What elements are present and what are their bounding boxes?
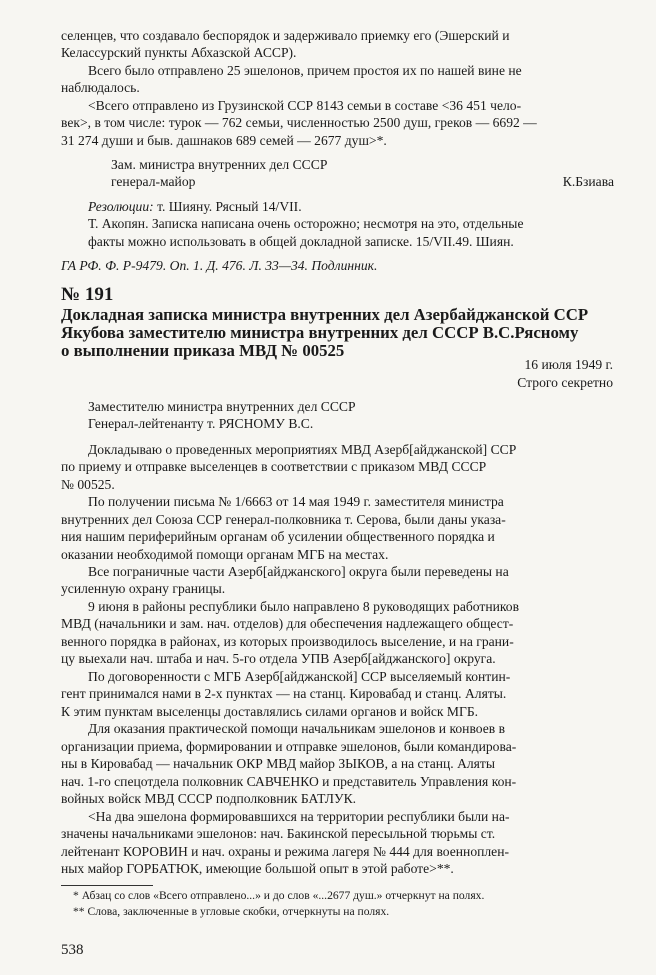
text-line: Все пограничные части Азерб[айджанского] округа были переведены на [88, 564, 509, 579]
text-line: организации приема, формировании и отправке эшелонов, были командирова- [61, 739, 517, 754]
text-line: Келассурский пункты Абхазской АССР). [61, 45, 297, 60]
text-line: <Всего отправлено из Грузинской ССР 8143 семьи в составе <36 451 чело- [88, 98, 522, 113]
text-line: ния нашим периферийным органам об усилении общественного порядка и [61, 529, 495, 544]
text-line: наблюдалось. [61, 80, 140, 95]
footnote-divider [61, 885, 153, 886]
document-title: Якубова заместителю министра внутренних дел СССР В.С.Рясному [61, 323, 579, 342]
addressee: Заместителю министра внутренних дел СССР [88, 399, 356, 414]
text-line: усиленную охрану границы. [61, 581, 226, 596]
text-line: Для оказания практической помощи начальникам эшелонов и конвоев в [88, 721, 506, 736]
text-line: Т. Акопян. Записка написана очень осторожно; несмотря на это, отдельные [88, 216, 524, 231]
text-line: <На два эшелона формировавшихся на территории республики были на- [88, 809, 510, 824]
text-line: МВД (начальники и зам. нач. отделов) для обеспечения надлежащего общест- [61, 616, 514, 631]
text-line: селенцев, что создавало беспорядок и задерживало приемку его (Эшерский и [61, 28, 510, 43]
text-line: Докладываю о проведенных мероприятиях МВД Азерб[айджанской] ССР [88, 442, 517, 457]
text-line: оказании необходимой помощи органам МГБ на местах. [61, 547, 389, 562]
text-line: ны в Кировабад — начальник ОКР МВД майор ЗЫКОВ, а на станц. Аляты [61, 756, 495, 771]
text-line: войных войск МВД СССР подполковник БАТЛУК. [61, 791, 357, 806]
footnote: * Абзац со слов «Всего отправлено...» и до слов «...2677 душ.» отчеркнут на полях. [73, 889, 485, 902]
signature-rank: генерал-майор [111, 174, 196, 189]
text-line: № 00525. [61, 477, 115, 492]
text-line: цу выехали нач. штаба и нач. 5-го отдела УПВ Азерб[айджанского] округа. [61, 651, 496, 666]
text-line: По получении письма № 1/6663 от 14 мая 1949 г. заместителя министра [88, 494, 504, 509]
text-line: нач. 1-го спецотдела полковник САВЧЕНКО и представитель Управления кон- [61, 774, 517, 789]
text-line: значены начальниками эшелонов: нач. Бакинской пересыльной тюрьмы ст. [61, 826, 496, 841]
addressee: Генерал-лейтенанту т. РЯСНОМУ В.С. [88, 416, 314, 431]
signature-title: Зам. министра внутренних дел СССР [111, 157, 328, 172]
document-date: 16 июля 1949 г. [524, 357, 613, 372]
text-line: По договоренности с МГБ Азерб[айджанской] ССР выселяемый контин- [88, 669, 511, 684]
text-line: ных майор ГОРБАТЮК, имеющие большой опыт в этой работе>**. [61, 861, 454, 876]
resolution-label: Резолюции: [88, 199, 154, 214]
document-title: Докладная записка министра внутренних дел Азербайджанской ССР [61, 305, 589, 324]
document-number: № 191 [61, 284, 114, 305]
text-line: по приему и отправке выселенцев в соответствии с приказом МВД СССР [61, 459, 487, 474]
page-number: 538 [61, 942, 84, 958]
text-line: 9 июня в районы республики было направлено 8 руководящих работников [88, 599, 520, 614]
text-line: венного порядка в районах, из которых производилось выселение, и на грани- [61, 634, 514, 649]
text-line: Всего было отправлено 25 эшелонов, причем простоя их по нашей вине не [88, 63, 522, 78]
footnote: ** Слова, заключенные в угловые скобки, отчеркнуты на полях. [73, 905, 390, 918]
text-line: гент принимался нами в 2-х пунктах — на станц. Кировабад и станц. Аляты. [61, 686, 507, 701]
signature-name: К.Бзиава [562, 174, 614, 189]
text-line: К этим пунктам выселенцы доставлялись силами органов и войск МГБ. [61, 704, 479, 719]
archive-reference: ГА РФ. Ф. Р-9479. Оп. 1. Д. 476. Л. 33—34. Подлинник. [61, 258, 378, 273]
text-line: 31 274 души и быв. дашнаков 689 семей — 2677 душ>*. [61, 133, 387, 148]
document-title: о выполнении приказа МВД № 00525 [61, 341, 345, 360]
text-line: внутренних дел Союза ССР генерал-полковника т. Серова, были даны указа- [61, 512, 506, 527]
resolution-line [88, 199, 302, 215]
resolution-text: т. Шияну. Рясный 14/VII. [153, 199, 302, 214]
text-line: лейтенант КОРОВИН и нач. охраны и режима лагеря № 444 для военноплен- [61, 844, 510, 859]
secrecy-mark: Строго секретно [517, 375, 613, 390]
text-line: факты можно использовать в общей докладной записке. 15/VII.49. Шиян. [88, 234, 514, 249]
text-line: век>, в том числе: турок — 762 семьи, численностью 2500 душ, греков — 6692 — [61, 115, 537, 130]
